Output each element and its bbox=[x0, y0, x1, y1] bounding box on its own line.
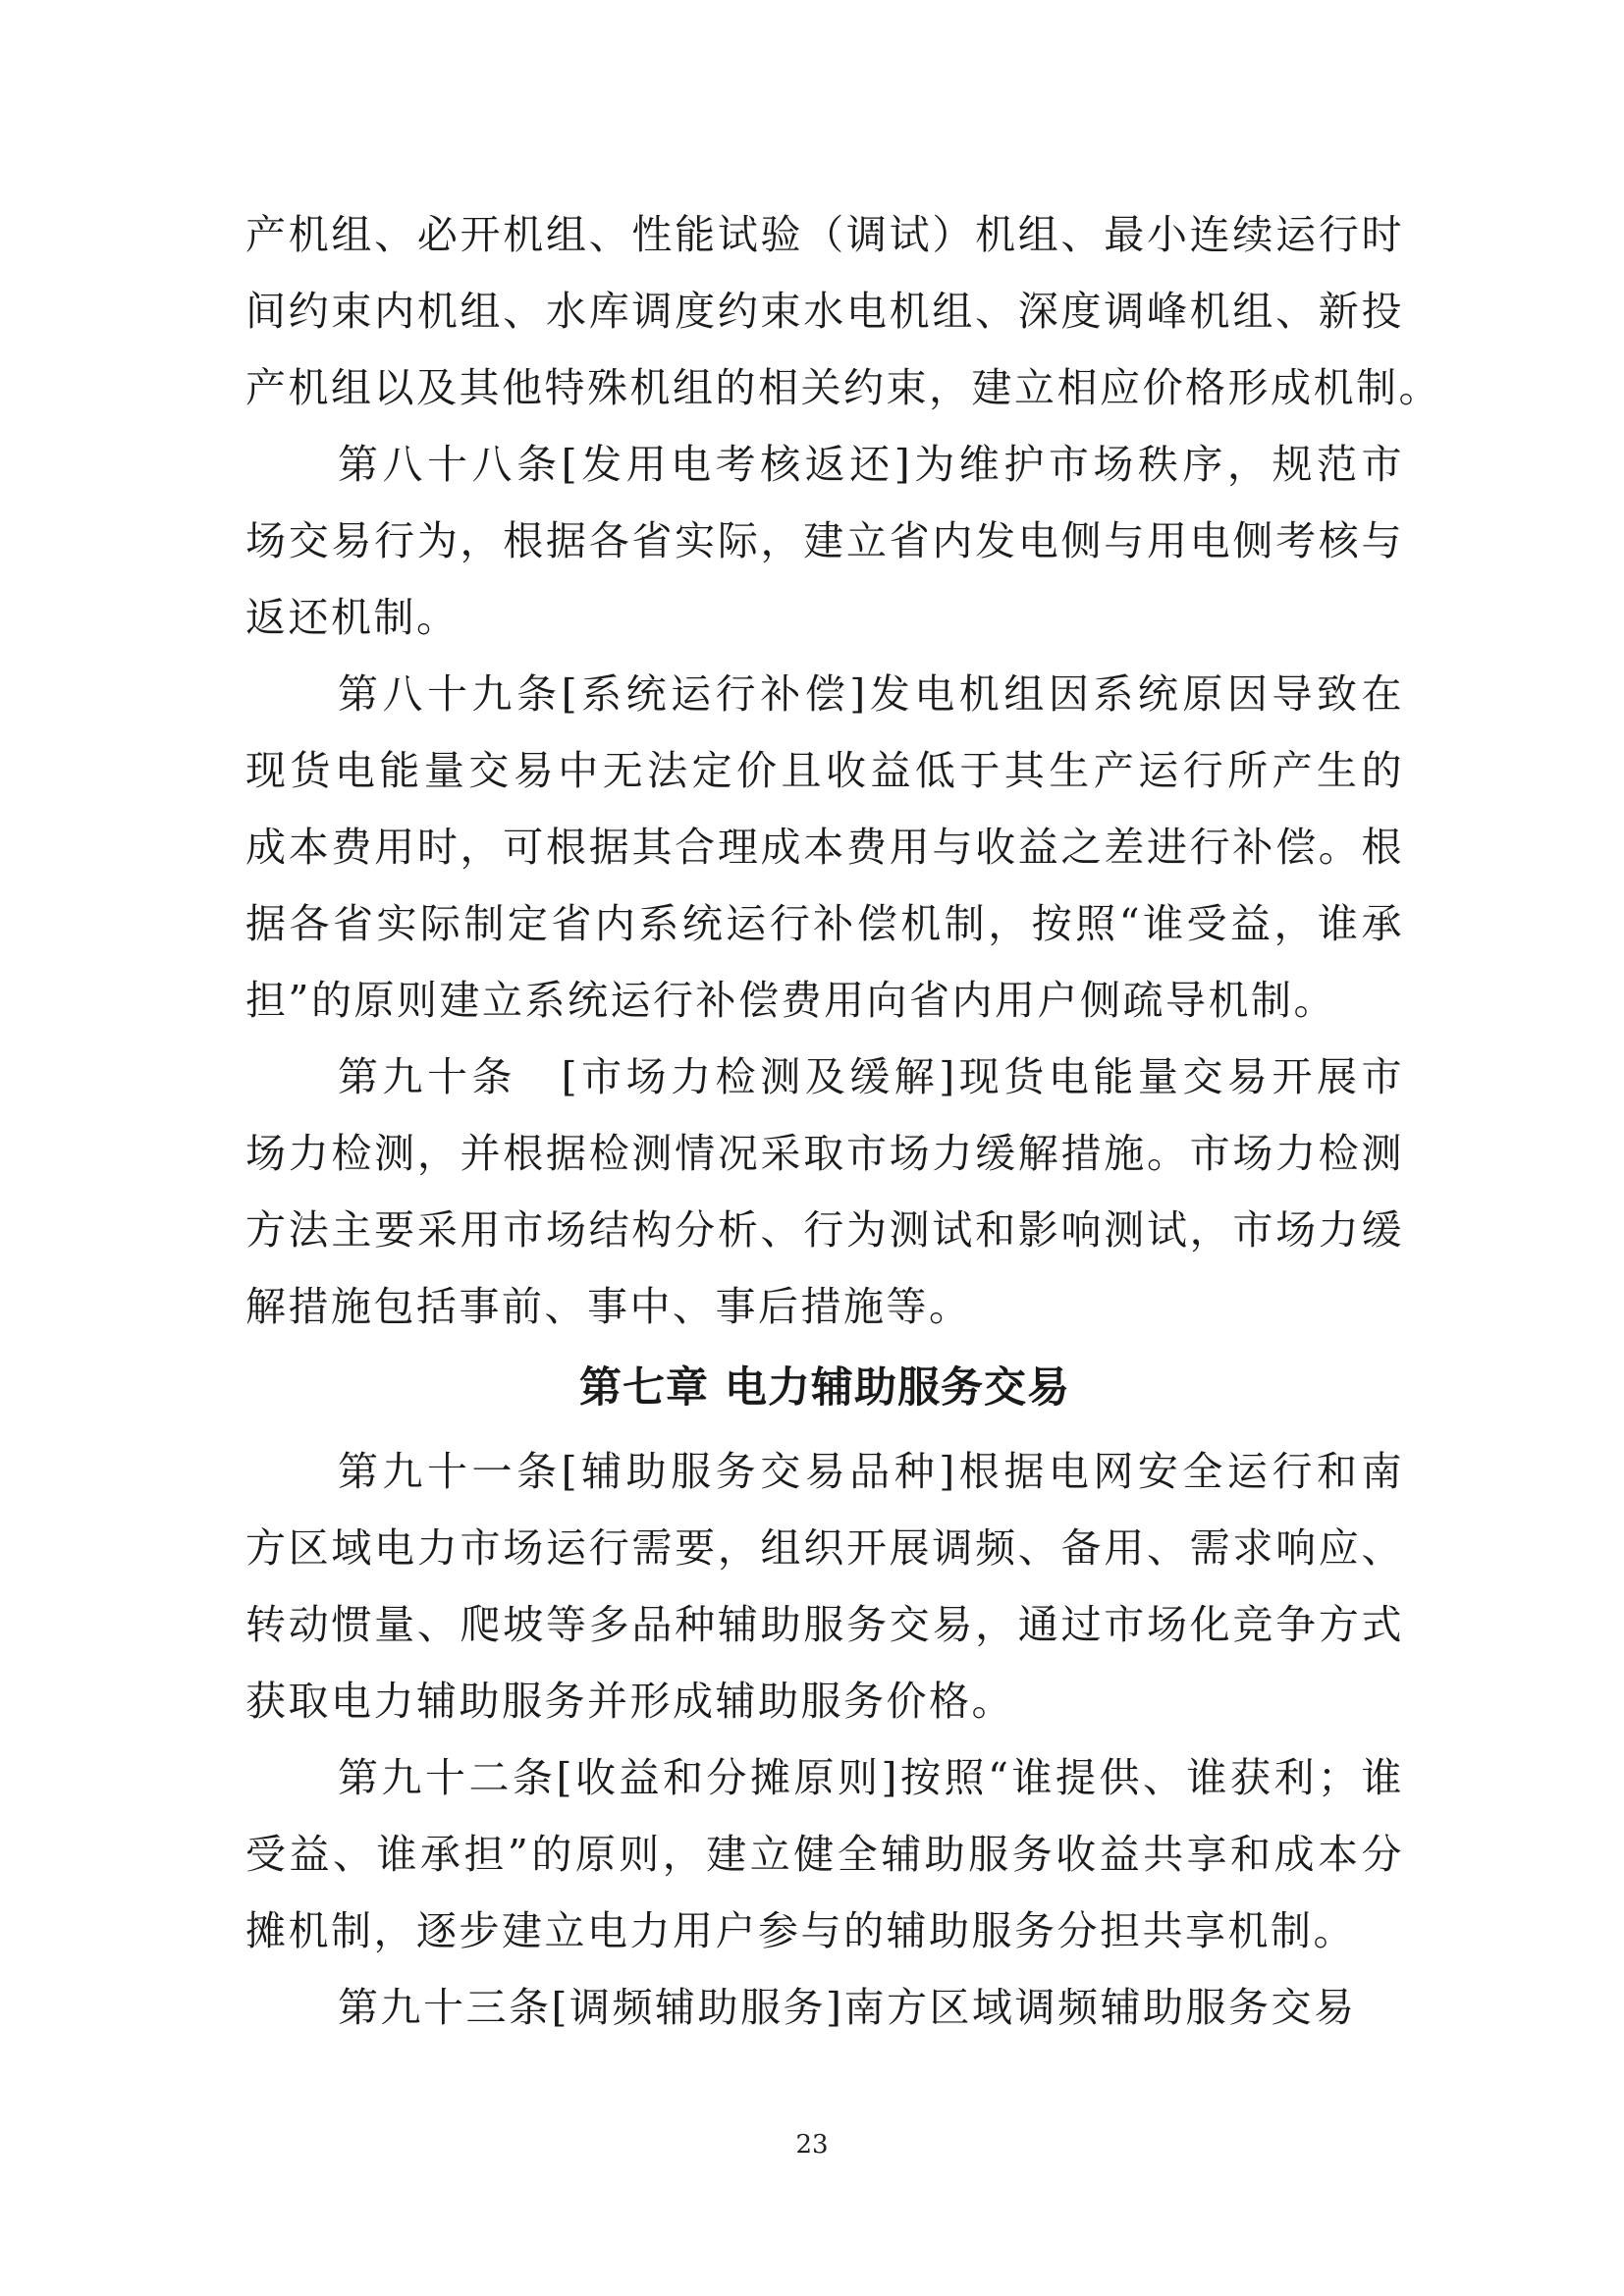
paragraph-article-92 bbox=[245, 1739, 1404, 1969]
paragraph-line: 担”的原则建立系统运行补偿费用向省内用户侧疏导机制。 bbox=[245, 977, 1336, 1024]
paragraph-line: 第九十一条[辅助服务交易品种]根据电网安全运行和南 bbox=[338, 1448, 1404, 1495]
paragraph-line: 第八十九条[系统运行补偿]发电机组因系统原因导致在 bbox=[338, 670, 1404, 718]
paragraph-line: 成本费用时，可根据其合理成本费用与收益之差进行补偿。根 bbox=[245, 824, 1404, 871]
paragraph-line: 获取电力辅助服务并形成辅助服务价格。 bbox=[245, 1678, 1014, 1725]
paragraph-article-88 bbox=[245, 426, 1404, 656]
paragraph-continuation bbox=[245, 196, 1441, 426]
paragraph-line: 场力检测，并根据检测情况采取市场力缓解措施。市场力检测 bbox=[245, 1130, 1404, 1177]
paragraph-line: 第八十八条[发用电考核返还]为维护市场秩序，规范市 bbox=[338, 441, 1404, 488]
paragraph-line: 解措施包括事前、事中、事后措施等。 bbox=[245, 1283, 972, 1330]
paragraph-line: 第九十三条[调频辅助服务]南方区域调频辅助服务交易 bbox=[338, 1984, 1357, 2031]
paragraph-line: 产机组以及其他特殊机组的相关约束，建立相应价格形成机制。 bbox=[245, 364, 1441, 411]
paragraph-line: 转动惯量、爬坡等多品种辅助服务交易，通过市场化竞争方式 bbox=[245, 1601, 1404, 1648]
paragraph-line: 现货电能量交易中无法定价且收益低于其生产运行所产生的 bbox=[245, 747, 1404, 794]
paragraph-line: 方法主要采用市场结构分析、行为测试和影响测试，市场力缓 bbox=[245, 1206, 1404, 1254]
paragraph-line: 第九十二条[收益和分摊原则]按照“谁提供、谁获利；谁 bbox=[338, 1754, 1404, 1801]
page-number: 23 bbox=[795, 2130, 829, 2160]
document-page bbox=[245, 196, 1441, 2046]
paragraph-line: 返还机制。 bbox=[245, 594, 460, 641]
paragraph-article-89 bbox=[245, 656, 1404, 1039]
paragraph-line: 摊机制，逐步建立电力用户参与的辅助服务分担共享机制。 bbox=[245, 1907, 1356, 1954]
body-text-before-chapter bbox=[245, 196, 1441, 1345]
body-text-after-chapter bbox=[245, 1433, 1404, 2046]
paragraph-line: 方区域电力市场运行需要，组织开展调频、备用、需求响应、 bbox=[245, 1524, 1404, 1572]
paragraph-line: 第九十条 [市场力检测及缓解]现货电能量交易开展市 bbox=[338, 1053, 1404, 1100]
paragraph-line: 受益、谁承担”的原则，建立健全辅助服务收益共享和成本分 bbox=[245, 1831, 1404, 1878]
paragraph-article-90 bbox=[245, 1039, 1404, 1345]
paragraph-article-91 bbox=[245, 1433, 1404, 1739]
paragraph-line: 据各省实际制定省内系统运行补偿机制，按照“谁受益，谁承 bbox=[245, 900, 1404, 947]
chapter-title: 第七章 电力辅助服务交易 bbox=[579, 1363, 1070, 1413]
paragraph-line: 间约束内机组、水库调度约束水电机组、深度调峰机组、新投 bbox=[245, 288, 1404, 335]
paragraph-article-93 bbox=[245, 1969, 1404, 2046]
paragraph-line: 产机组、必开机组、性能试验（调试）机组、最小连续运行时 bbox=[245, 211, 1404, 258]
paragraph-line: 场交易行为，根据各省实际，建立省内发电侧与用电侧考核与 bbox=[245, 517, 1404, 564]
